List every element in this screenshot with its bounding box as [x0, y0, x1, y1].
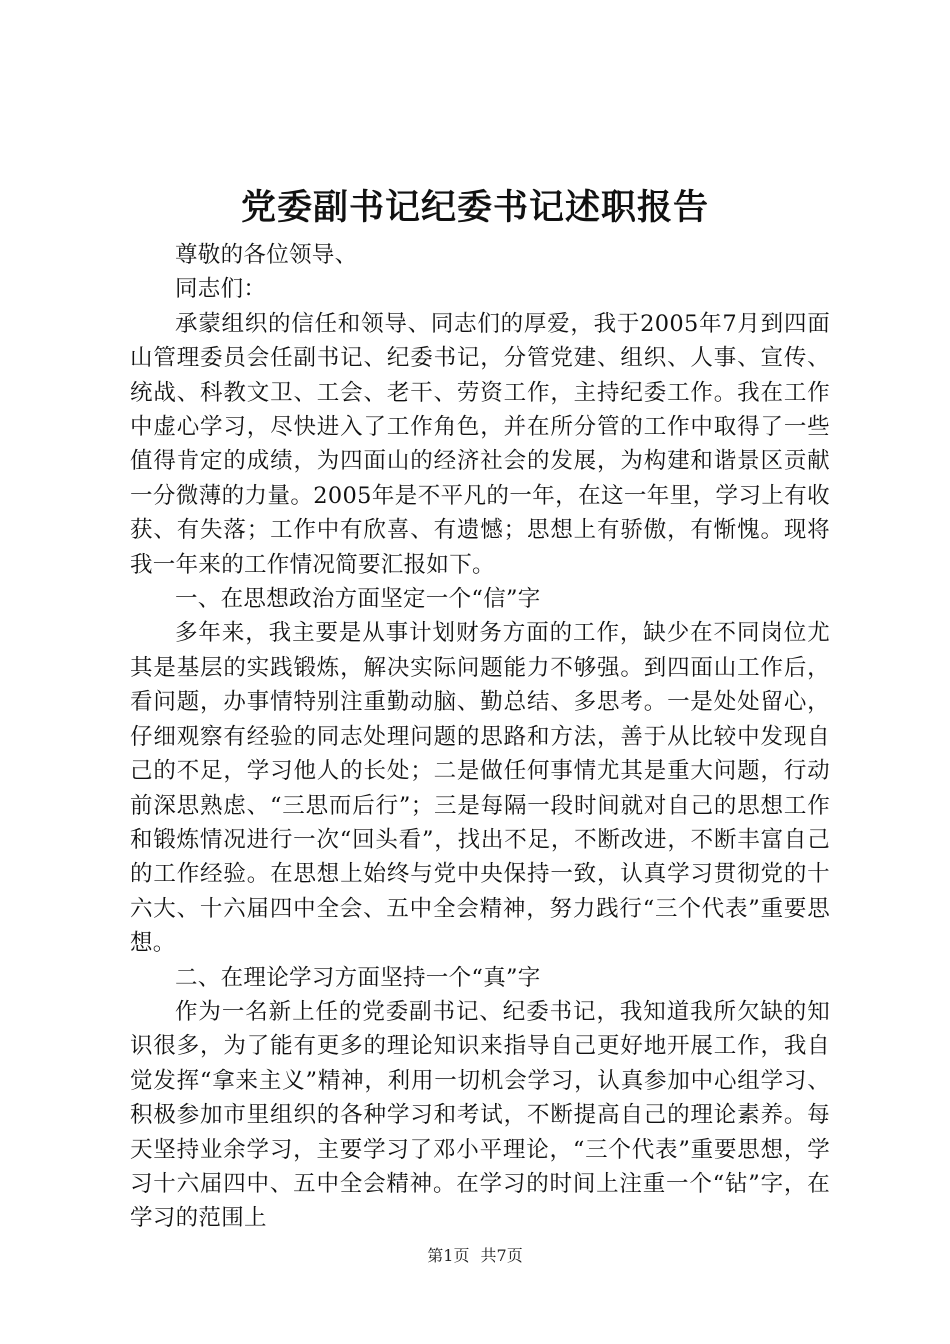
page-footer: [0, 1246, 950, 1266]
page-number: 第1页: [427, 1246, 470, 1265]
section-heading-2: 二、在理论学习方面坚持一个“真”字: [175, 964, 541, 991]
document-body: [130, 238, 830, 1236]
section-1-paragraph: 多年来，我主要是从事计划财务方面的工作，缺少在不同岗位尤其是基层的实践锻炼，解决实际问题能力不够强。到四面山工作后，看问题，办事情特别注重勤动脑、勤总结、多思考。一是处处留心，仔细观察有经验的同志处理问题的思路和方法，善于从比较中发现自己的不足，学习他人的长处；二是做任何事情尤其是重大问题，行动前深思熟虑、“三思而后行”；三是每隔一段时间就对自己的思想工作和锻炼情况进行一次“回头看”，找出不足，不断改进，不断丰富自己的工作经验。在思想上始终与党中央保持一致，认真学习贯彻党的十六大、十六届四中全会、五中全会精神，努力践行“三个代表”重要思想。: [130, 620, 830, 957]
page-total: 共7页: [480, 1246, 523, 1265]
intro-paragraph: 承蒙组织的信任和领导、同志们的厚爱，我于2005年7月到四面山管理委员会任副书记、纪委书记，分管党建、组织、人事、宣传、统战、科教文卫、工会、老干、劳资工作，主持纪委工作。我在工作中虚心学习，尽快进入了工作角色，并在所分管的工作中取得了一些值得肯定的成绩，为四面山的经济社会的发展，为构建和谐景区贡献一分微薄的力量。2005年是不平凡的一年，在这一年里，学习上有收获、有失落；工作中有欣喜、有遗憾；思想上有骄傲，有惭愧。现将我一年来的工作情况简要汇报如下。: [130, 310, 830, 578]
section-heading-1: 一、在思想政治方面坚定一个“信”字: [175, 586, 541, 613]
document-title: 党委副书记纪委书记述职报告: [240, 187, 709, 228]
section-2-paragraph: 作为一名新上任的党委副书记、纪委书记，我知道我所欠缺的知识很多，为了能有更多的理论知识来指导自己更好地开展工作，我自觉发挥“拿来主义”精神，利用一切机会学习，认真参加中心组学习、积极参加市里组织的各种学习和考试，不断提高自己的理论素养。每天坚持业余学习，主要学习了邓小平理论，“三个代表”重要思想，学习十六届四中、五中全会精神。在学习的时间上注重一个“钻”字，在学习的范围上: [130, 998, 830, 1232]
salutation-line-2: 同志们：: [175, 276, 267, 303]
salutation-line-1: 尊敬的各位领导、: [175, 242, 358, 268]
